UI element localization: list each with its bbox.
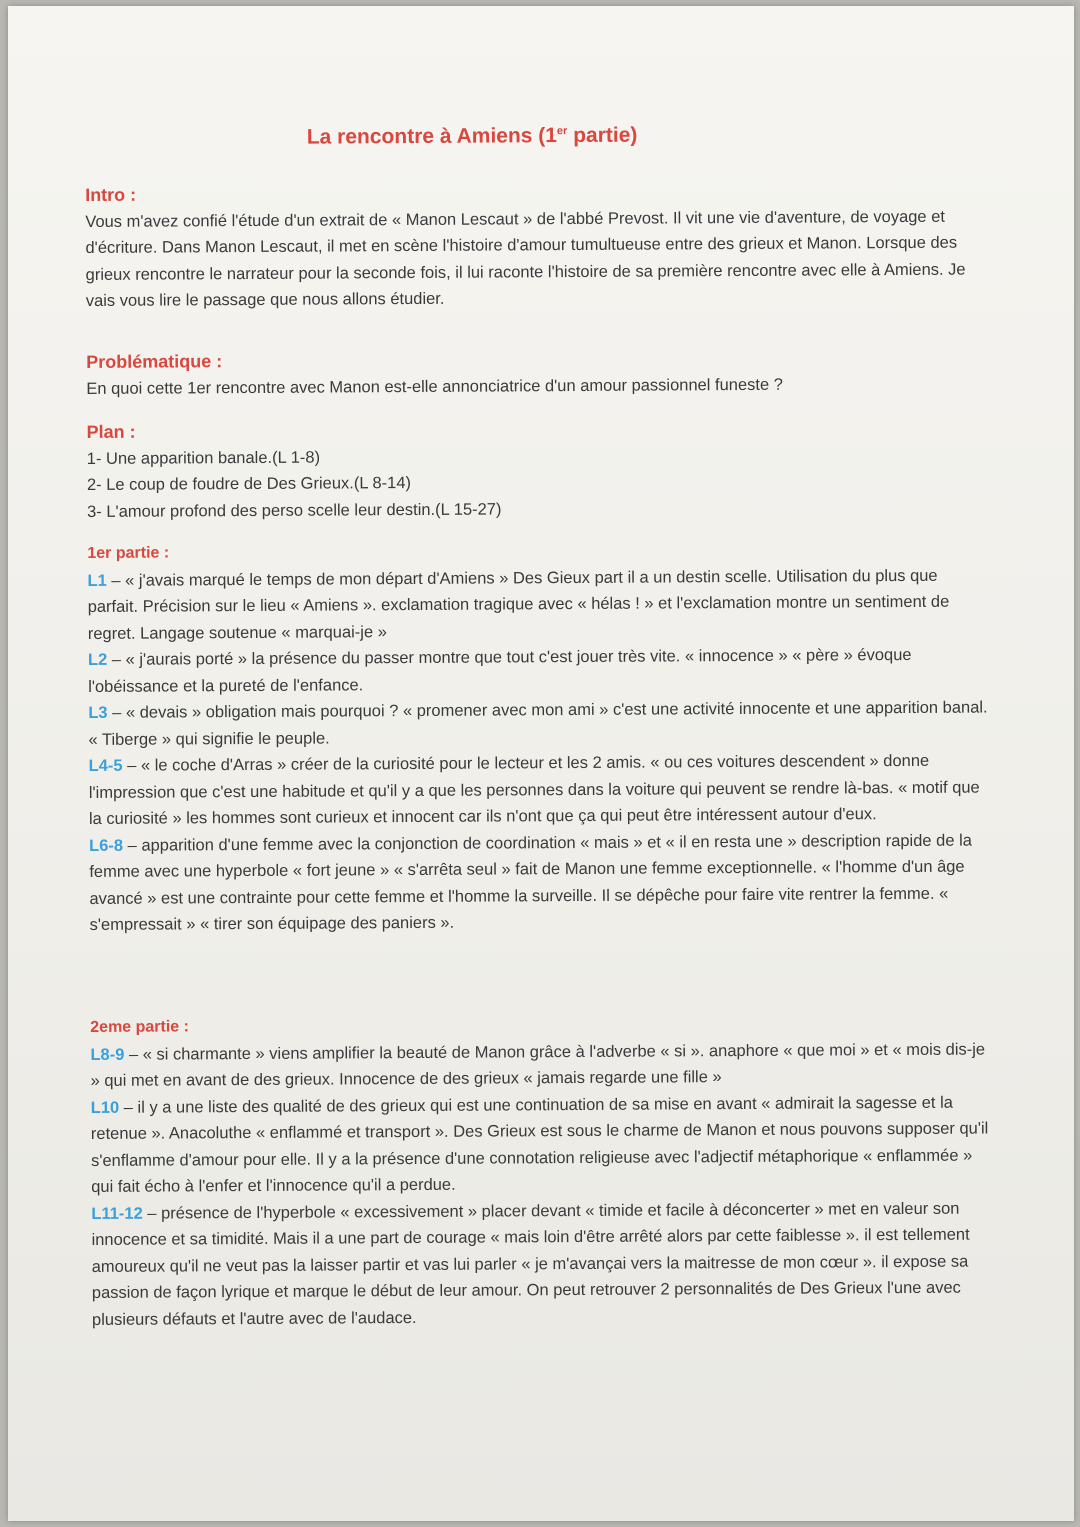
line-reference: L10	[90, 1098, 120, 1117]
plan-item: 1- Une apparition banale.(L 1-8)	[86, 448, 321, 468]
line-reference: L2	[87, 650, 108, 669]
plan-section	[87, 413, 988, 524]
analysis-entry: L3 – « devais » obligation mais pourquoi ? « promener avec mon ami » c'est une activité innocente et une apparition banal. « Tiberge » qui signifie le peuple.	[88, 698, 988, 749]
problematique-heading: Problématique :	[86, 351, 223, 372]
intro-heading: Intro :	[85, 184, 137, 205]
partie2-section	[90, 1009, 992, 1332]
line-reference: L8-9	[90, 1045, 125, 1064]
problematique-text: En quoi cette 1er rencontre avec Manon est-elle annonciatrice d'un amour passionnel funeste ?	[86, 375, 783, 398]
partie1-section	[87, 535, 989, 938]
line-reference: L6-8	[89, 836, 124, 855]
analysis-entry: L11-12 – présence de l'hyperbole « excessivement » placer devant « timide et facile à déconcerter » met en valeur son innocence et sa timidité. Mais il a une part de courage « mais loin d'être arrêté alors par cette faiblesse ». il est tellement amoureux qu'il ne veut pas la laisser partir et vas lui parler « je m'avançai vers la maitresse de mon cœur ». il expose sa passion de façon lyrique et marque le début de leur amour. On peut retrouver 2 personnalités de Des Grieux l'une avec plusieurs défauts et l'autre avec de l'audace.	[91, 1199, 970, 1329]
plan-item: 3- L'amour profond des perso scelle leur destin.(L 15-27)	[87, 499, 502, 521]
analysis-entry: L8-9 – « si charmante » viens amplifier la beauté de Manon grâce à l'adverbe « si ». anaphore « que moi » et « mois dis-je » qui met en avant de des grieux. Innocence de des grieux « jamais regarde une fille »	[90, 1040, 986, 1090]
document-content	[84, 0, 1054, 1329]
line-reference: L11-12	[91, 1204, 143, 1223]
plan-item: 2- Le coup de foudre de Des Grieux.(L 8-14)	[86, 474, 412, 494]
line-reference: L4-5	[88, 756, 123, 775]
partie1-heading: 1er partie :	[87, 544, 170, 562]
plan-heading: Plan :	[86, 421, 136, 442]
partie2-heading: 2eme partie :	[90, 1018, 190, 1036]
problematique-section	[86, 343, 986, 401]
page-title: La rencontre à Amiens (1er partie)	[306, 123, 638, 149]
paper-sheet	[8, 6, 1074, 1521]
line-reference: L3	[88, 703, 108, 722]
analysis-entry: L1 – « j'avais marqué le temps de mon départ d'Amiens » Des Gieux part il a un destin scelle. Utilisation du plus que parfait. Précision sur le lieu « Amiens ». exclamation tragique avec « hélas ! » et l'exclamation montre un sentiment de regret. Langage soutenue « marquai-je »	[87, 566, 950, 643]
line-reference: L1	[87, 571, 107, 590]
analysis-entry: L4-5 – « le coche d'Arras » créer de la curiosité pour le lecteur et les 2 amis. « ou ces voitures descendent » donne l'impression que c'est une habitude et qu'il y a que les personnes dans la voiture qui peuvent se rendre là-bas. « motif que la curiosité » les hommes sont curieux et innocent car ils n'ont que ça qui peut être intéressent autour d'eux.	[88, 751, 980, 828]
analysis-entry: L6-8 – apparition d'une femme avec la conjonction de coordination « mais » et « il en resta une » description rapide de la femme avec une hyperbole « fort jeune » « s'arrêta seul » fait de Manon une femme exceptionnelle. « l'homme d'un âge avancé » est une contrainte pour cette femme et l'homme la surveille. Il se dépêche pour faire vite rentrer la femme. « s'empressait » « tirer son équipage des paniers ».	[89, 831, 972, 934]
intro-text: Vous m'avez confié l'étude d'un extrait de « Manon Lescaut » de l'abbé Prevost. Il vit une vie d'aventure, de voyage et d'écriture. Dans Manon Lescaut, il met en scène l'histoire d'amour tumultueuse entre des grieux et Manon. Lorsque des grieux rencontre le narrateur pour la seconde fois, il lui raconte l'histoire de sa première rencontre avec elle à Amiens. Je vais vous lire le passage que nous allons étudier.	[85, 207, 966, 310]
analysis-entry: L10 – il y a une liste des qualité de des grieux qui est une continuation de sa mise en avant « admirait la sagesse et la retenue ». Anacoluthe « enflammé et transport ». Des Grieux est sous le charme de Manon et nous pouvons supposer qu'il s'enflamme d'amour pour elle. Il y a la présence d'une connotation religieuse avec l'adjectif métaphorique « enflammée » qui fait écho à l'enfer et l'innocence qu'il a perdue.	[90, 1093, 989, 1196]
intro-section	[85, 176, 986, 314]
analysis-entry: L2 – « j'aurais porté » la présence du passer montre que tout c'est jouer très vite. « innocence » « père » évoque l'obéissance et la pureté de l'enfance.	[87, 645, 912, 696]
